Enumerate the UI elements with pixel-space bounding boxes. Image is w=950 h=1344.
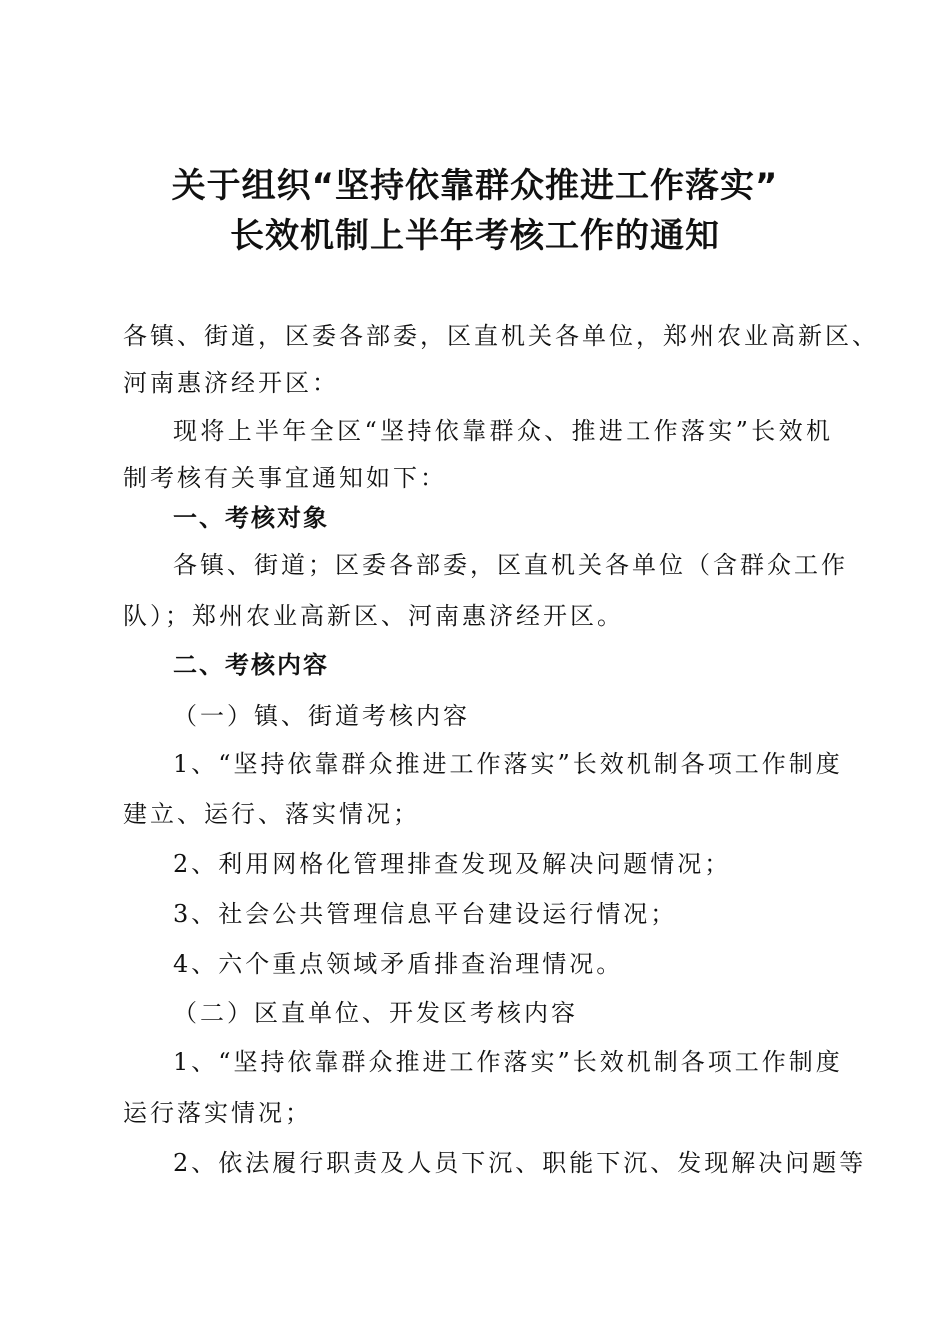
- list-item-line: 2、依法履行职责及人员下沉、职能下沉、发现解决问题等: [173, 1149, 867, 1177]
- intro-line-2: 制考核有关事宜通知如下：: [123, 464, 447, 492]
- paragraph-line: 各镇、街道；区委各部委，区直机关各单位（含群众工作: [173, 551, 848, 579]
- document-title-line-1: 关于组织“坚持依靠群众推进工作落实”: [171, 166, 779, 206]
- document-title-line-2: 长效机制上半年考核工作的通知: [230, 216, 720, 256]
- list-item-line: 1、“坚持依靠群众推进工作落实”长效机制各项工作制度: [173, 1048, 843, 1076]
- list-item-line: 4、六个重点领域矛盾排查治理情况。: [173, 950, 624, 978]
- section-heading-1: 一、考核对象: [173, 504, 329, 532]
- list-item-line: 2、利用网格化管理排查发现及解决问题情况；: [173, 850, 732, 878]
- list-item-line: 运行落实情况；: [123, 1099, 312, 1127]
- list-item-line: 建立、运行、落实情况；: [123, 800, 420, 828]
- intro-line-1: 现将上半年全区“坚持依靠群众、推进工作落实”长效机: [173, 417, 833, 445]
- section-heading-2: 二、考核内容: [173, 651, 329, 679]
- salutation-line-1: 各镇、街道，区委各部委，区直机关各单位，郑州农业高新区、: [123, 322, 879, 350]
- list-item-line: 3、社会公共管理信息平台建设运行情况；: [173, 900, 678, 928]
- list-item-line: 1、“坚持依靠群众推进工作落实”长效机制各项工作制度: [173, 750, 843, 778]
- salutation-line-2: 河南惠济经开区：: [123, 369, 339, 397]
- subsection-heading-2: （二）区直单位、开发区考核内容: [173, 999, 578, 1027]
- paragraph-line: 队）；郑州农业高新区、河南惠济经开区。: [123, 602, 624, 630]
- subsection-heading-1: （一）镇、街道考核内容: [173, 702, 470, 730]
